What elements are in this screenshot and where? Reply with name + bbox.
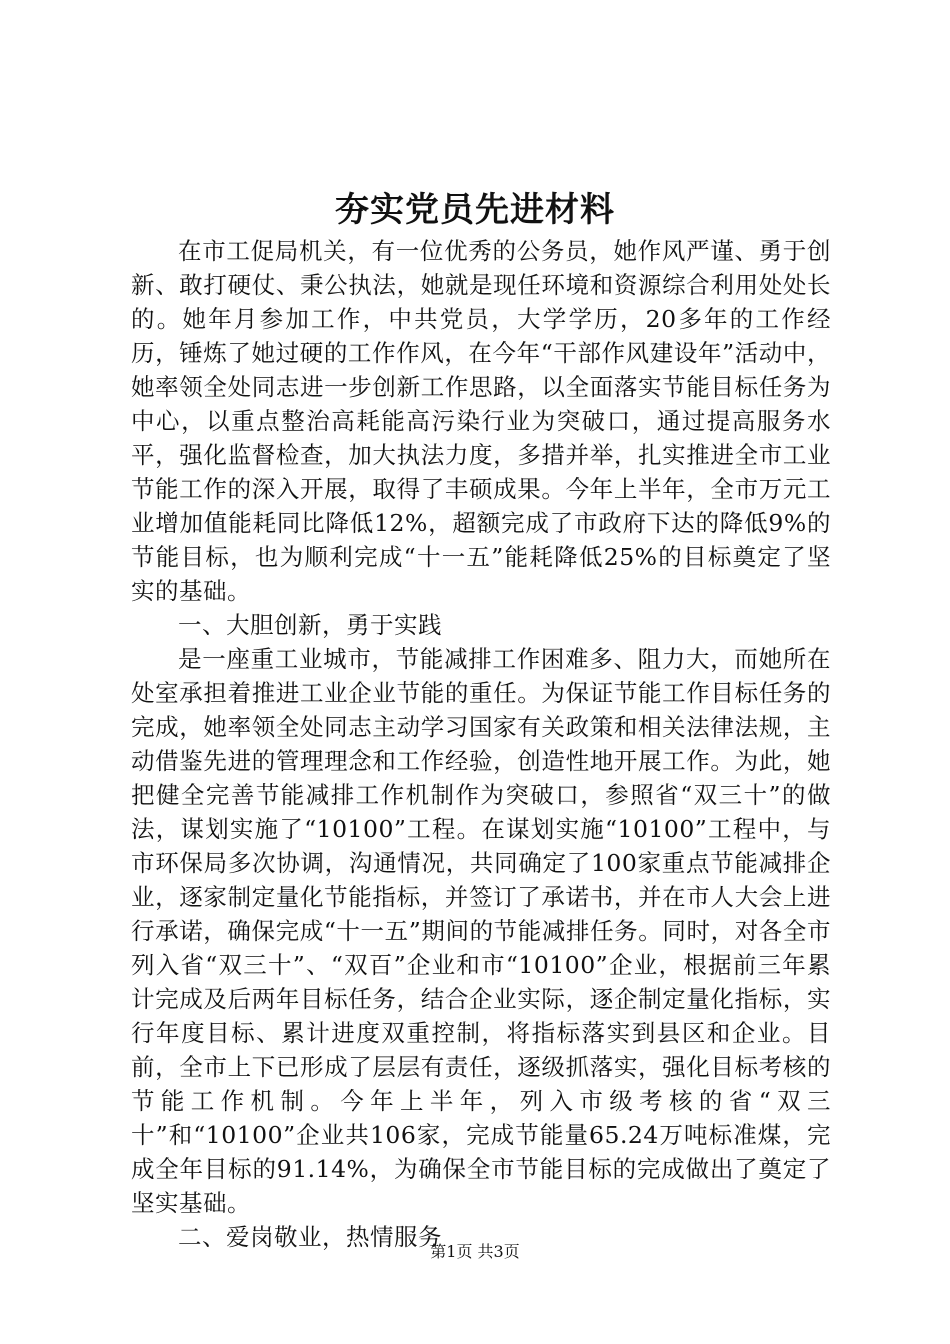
- document-title: 夯实党员先进材料: [335, 190, 615, 230]
- section-1-paragraph: 是一座重工业城市，节能减排工作困难多、阻力大，而她所在处室承担着推进工业企业节能的重任。为保证节能工作目标任务的完成，她率领全处同志主动学习国家有关政策和相关法律法规，主动借鉴先进的管理理念和工作经验，创造性地开展工作。为此，她把健全完善节能减排工作机制作为突破口，参照省“双三十”的做法，谋划实施了“10100”工程。在谋划实施“10100”工程中，与市环保局多次协调，沟通情况，共同确定了100家重点节能减排企业，逐家制定量化节能指标，并签订了承诺书，并在市人大会上进行承诺，确保完成“十一五”期间的节能减排任务。同时，对各全市列入省“双三十”、“双百”企业和市“10100”企业，根据前三年累计完成及后两年目标任务，结合企业实际，逐企制定量化指标，实行年度目标、累计进度双重控制，将指标落实到县区和企业。目前，全市上下已形成了层层有责任，逐级抓落实，强化目标考核的节能工作机制。今年上半年，列入市级考核的省“双三十”和“10100”企业共106家，完成节能量65.24万吨标准煤，完成全年目标的91.14%，为确保全市节能目标的完成做出了奠定了坚实基础。: [131, 645, 831, 1217]
- intro-paragraph: 在市工促局机关，有一位优秀的公务员，她作风严谨、勇于创新、敢打硬仗、秉公执法，她就是现任环境和资源综合利用处处长的。她年月参加工作，中共党员，大学学历，20多年的工作经历，锤炼了她过硬的工作作风，在今年“干部作风建设年”活动中，她率领全处同志进一步创新工作思路，以全面落实节能目标任务为中心，以重点整治高耗能高污染行业为突破口，通过提高服务水平，强化监督检查，加大执法力度，多措并举，扎实推进全市工业节能工作的深入开展，取得了丰硕成果。今年上半年，全市万元工业增加值能耗同比降低12%，超额完成了市政府下达的降低9%的节能目标，也为顺利完成“十一五”能耗降低25%的目标奠定了坚实的基础。: [131, 237, 831, 605]
- section-heading-2: 二、爱岗敬业，热情服务: [178, 1223, 442, 1251]
- section-heading-1: 一、大胆创新，勇于实践: [178, 611, 442, 639]
- document-body: [131, 234, 831, 1254]
- page-footer: 第1页 共3页: [430, 1242, 520, 1261]
